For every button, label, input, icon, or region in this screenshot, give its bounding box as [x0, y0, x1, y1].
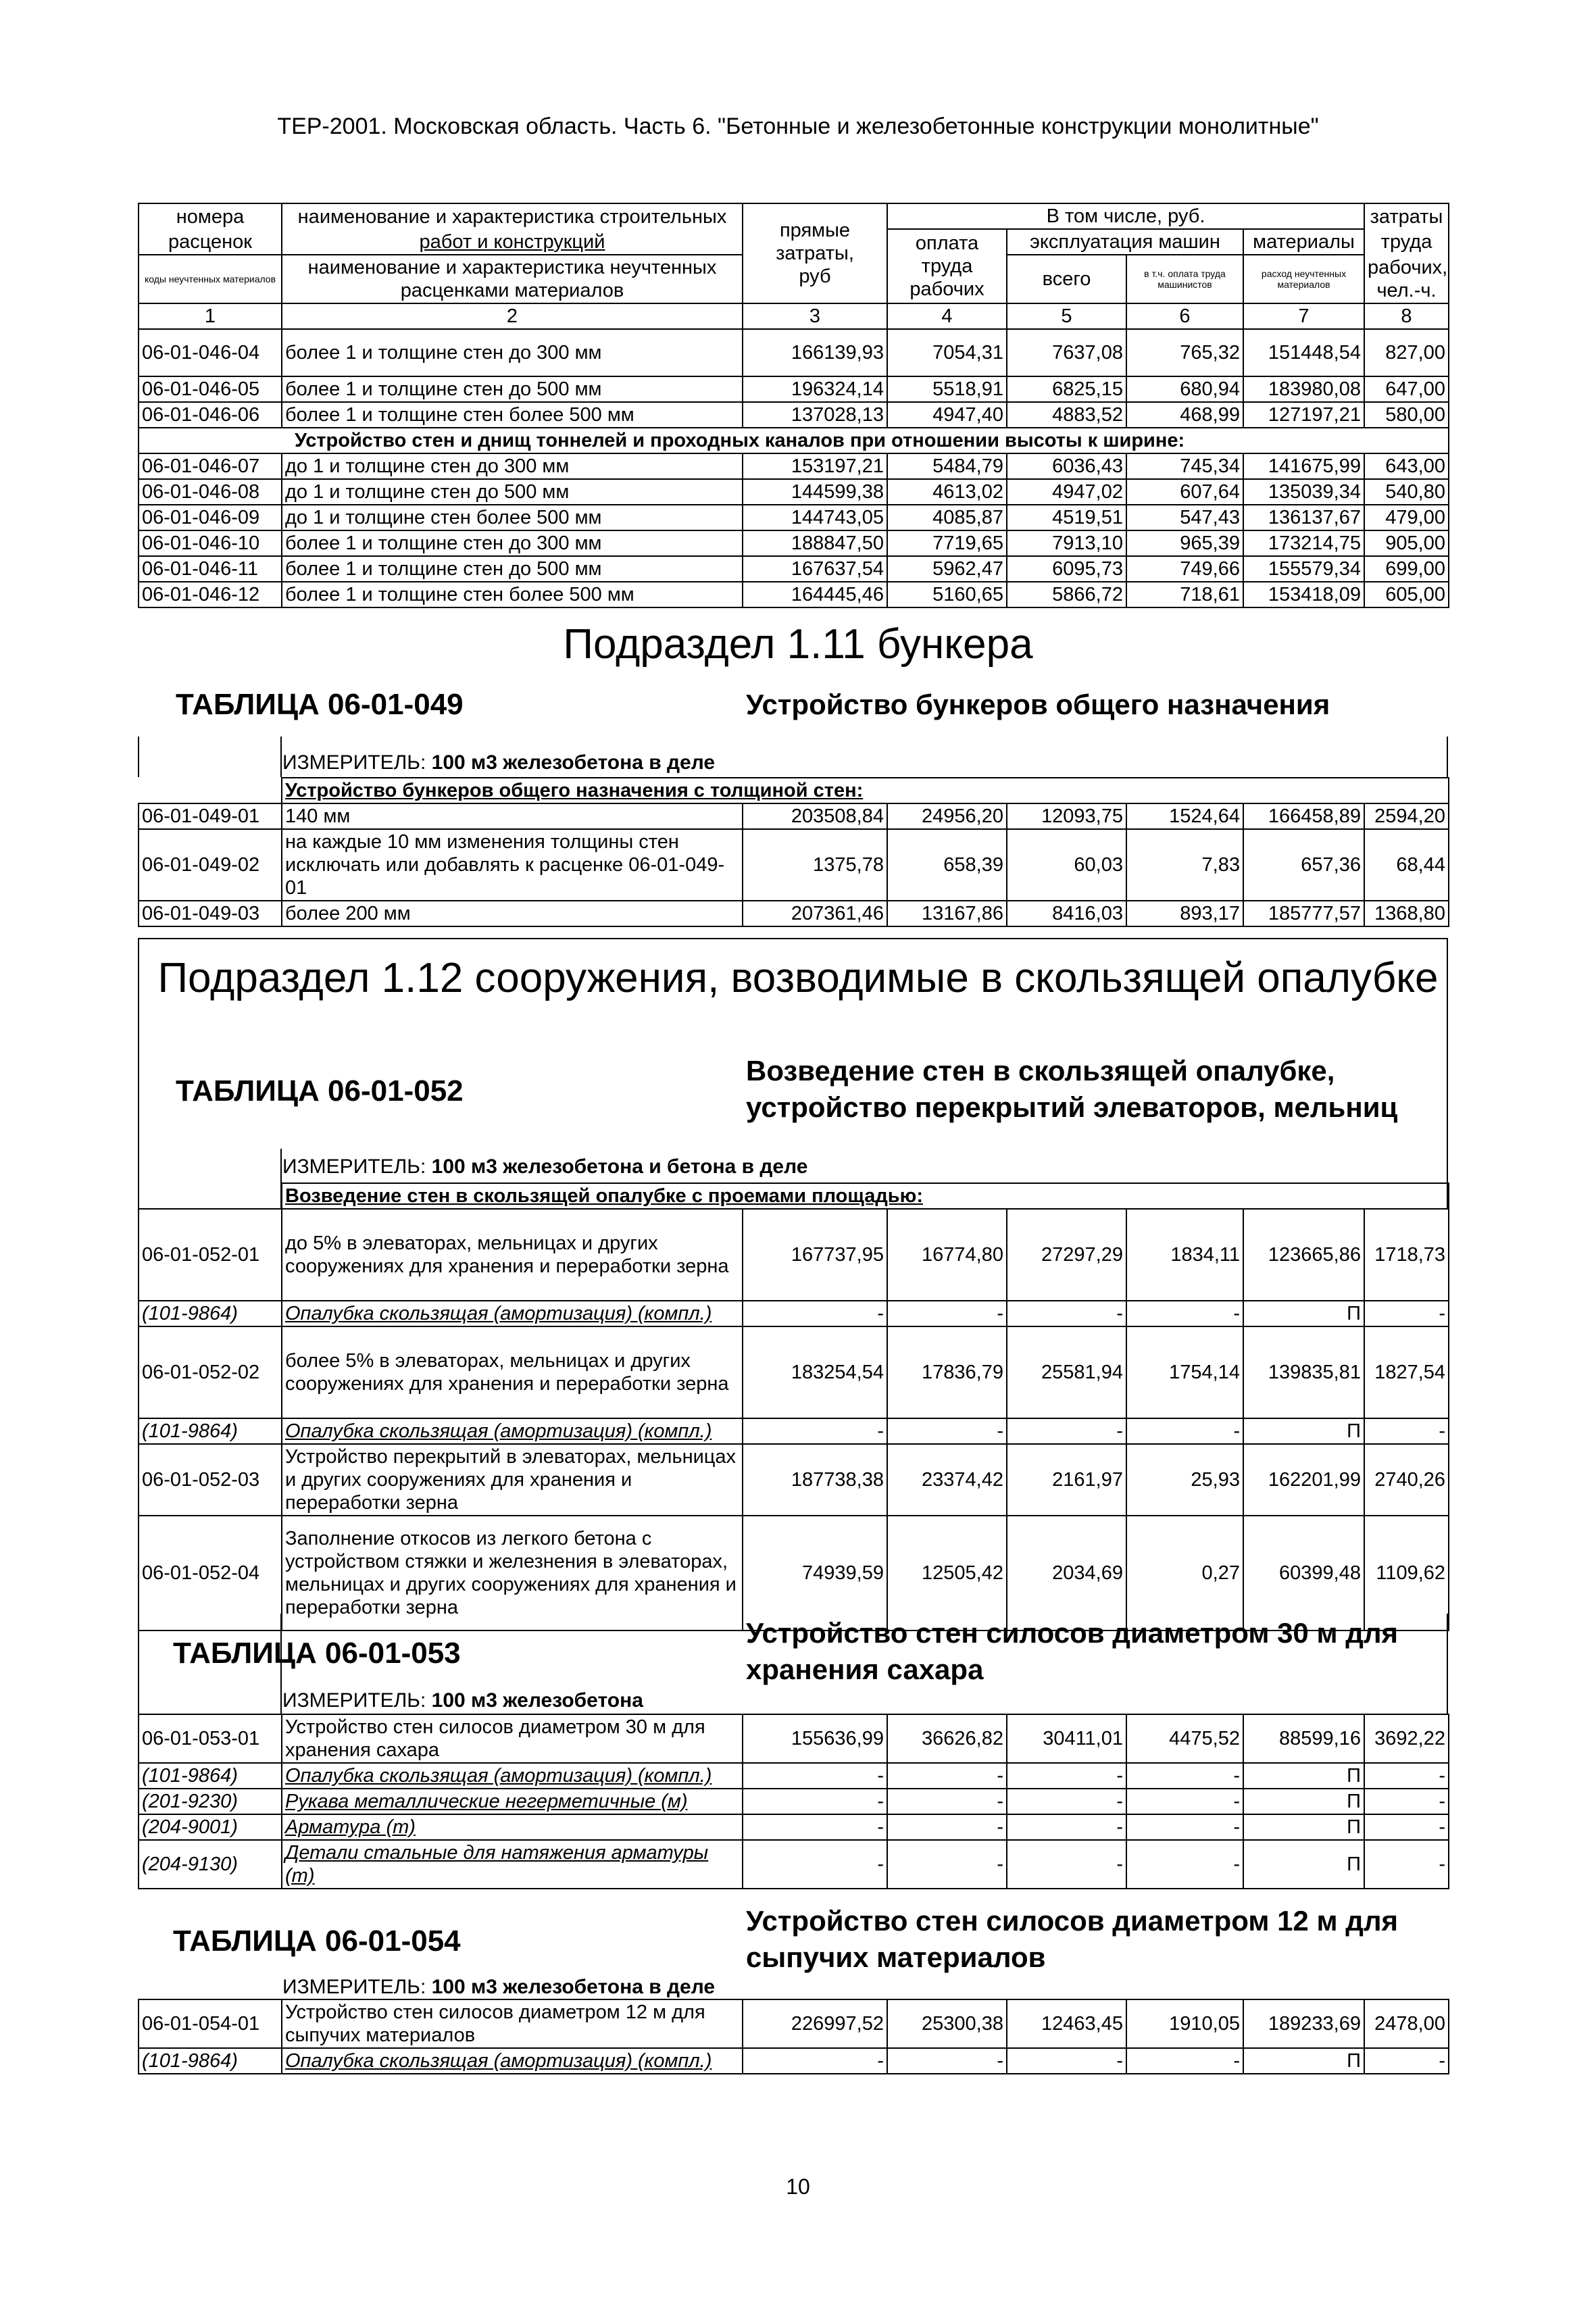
direct-cost: - [743, 1763, 887, 1789]
table-row [139, 1999, 1449, 2048]
labor-pay: 24956,20 [887, 803, 1007, 829]
rate-code: 06-01-049-01 [139, 803, 282, 829]
labor-pay: 16774,80 [887, 1209, 1007, 1301]
materials-cost: П [1243, 2048, 1364, 2074]
labor-hours: 1718,73 [1364, 1209, 1449, 1301]
machinist-pay: - [1126, 1789, 1243, 1814]
machinist-pay: 893,17 [1126, 901, 1243, 926]
work-name: Заполнение откосов из легкого бетона с устройством стяжки и железнения в элеваторах, мельницах и других сооружениях для хранения и переработки зерна [282, 1516, 743, 1631]
labor-hours: 2740,26 [1364, 1444, 1449, 1516]
t053-desc: Устройство стен силосов диаметром 30 м для хранения сахара [746, 1617, 1399, 1685]
labor-pay: - [887, 1789, 1007, 1814]
materials-cost: П [1243, 1814, 1364, 1840]
materials-cost: 183980,08 [1243, 376, 1364, 402]
rate-code: 06-01-046-06 [139, 402, 282, 428]
machine-total: - [1007, 1301, 1126, 1326]
work-name: более 1 и толщине стен до 300 мм [282, 530, 743, 556]
labor-hours: 1827,54 [1364, 1326, 1449, 1418]
direct-cost: 1375,78 [743, 829, 887, 901]
materials-cost: П [1243, 1840, 1364, 1889]
col-vtom: В том числе, руб. [887, 203, 1364, 229]
direct-cost: 196324,14 [743, 376, 887, 402]
materials-cost: 60399,48 [1243, 1516, 1364, 1631]
t054-table [138, 1999, 1449, 2074]
labor-hours: 699,00 [1364, 556, 1449, 582]
machine-total: - [1007, 1840, 1126, 1889]
labor-hours: 1109,62 [1364, 1516, 1449, 1631]
col-naim2: работ и конструкций [282, 229, 743, 255]
machinist-pay: 745,34 [1126, 453, 1243, 479]
machinist-pay: 1834,11 [1126, 1209, 1243, 1301]
labor-hours: - [1364, 1418, 1449, 1444]
machinist-pay: 718,61 [1126, 582, 1243, 607]
labor-pay: - [887, 2048, 1007, 2074]
material-name: Опалубка скользящая (амортизация) (компл.) [282, 2048, 743, 2074]
rate-code: (101-9864) [139, 1418, 282, 1444]
material-name: Опалубка скользящая (амортизация) (компл.) [282, 1418, 743, 1444]
t054-desc: Устройство стен силосов диаметром 12 м для сыпучих материалов [746, 1905, 1399, 1973]
materials-cost: П [1243, 1418, 1364, 1444]
col-num-2: 2 [282, 303, 743, 329]
labor-pay: 36626,82 [887, 1714, 1007, 1763]
direct-cost: - [743, 2048, 887, 2074]
t053-table [138, 1714, 1449, 1889]
rate-code: (204-9001) [139, 1814, 282, 1840]
direct-cost: 226997,52 [743, 1999, 887, 2048]
rate-code: 06-01-052-02 [139, 1326, 282, 1418]
t054-measure: ИЗМЕРИТЕЛЬ: 100 м3 железобетона в деле [282, 1976, 716, 1998]
rate-code: 06-01-046-12 [139, 582, 282, 607]
machine-total: 7913,10 [1007, 530, 1126, 556]
work-name: до 5% в элеваторах, мельницах и других сооружениях для хранения и переработки зерна [282, 1209, 743, 1301]
machine-total: 27297,29 [1007, 1209, 1126, 1301]
rate-code: 06-01-046-05 [139, 376, 282, 402]
labor-pay: - [887, 1418, 1007, 1444]
work-name: до 1 и толщине стен до 300 мм [282, 453, 743, 479]
materials-cost: 173214,75 [1243, 530, 1364, 556]
work-name: до 1 и толщине стен более 500 мм [282, 505, 743, 530]
material-row [139, 1840, 1449, 1889]
col-naim34: наименование и характеристика неучтенных расценками материалов [282, 255, 743, 303]
machine-total: 8416,03 [1007, 901, 1126, 926]
work-name: более 1 и толщине стен более 500 мм [282, 402, 743, 428]
machinist-pay: - [1126, 1840, 1243, 1889]
machine-total: - [1007, 1418, 1126, 1444]
materials-cost: П [1243, 1789, 1364, 1814]
work-name: Устройство перекрытий в элеваторах, мельницах и других сооружениях для хранения и переработки зерна [282, 1444, 743, 1516]
labor-hours: 643,00 [1364, 453, 1449, 479]
col-num-8: 8 [1364, 303, 1449, 329]
t049-right-rule [1447, 737, 1448, 777]
col-rashod: расход неучтенных материалов [1243, 255, 1364, 303]
machinist-pay: 25,93 [1126, 1444, 1243, 1516]
rate-code: (204-9130) [139, 1840, 282, 1889]
section-1-12-top-rule [138, 938, 1448, 939]
rate-code: (101-9864) [139, 1763, 282, 1789]
materials-cost: 139835,81 [1243, 1326, 1364, 1418]
materials-cost: 141675,99 [1243, 453, 1364, 479]
rate-code: (101-9864) [139, 2048, 282, 2074]
t052-title: ТАБЛИЦА 06-01-052 [176, 1074, 464, 1107]
rate-code: 06-01-053-01 [139, 1714, 282, 1763]
t052-measure: ИЗМЕРИТЕЛЬ: 100 м3 железобетона и бетона в деле [282, 1155, 808, 1178]
direct-cost: 166139,93 [743, 329, 887, 376]
machinist-pay: - [1126, 1301, 1243, 1326]
page-header: ТЕР-2001. Московская область. Часть 6. "Бетонные и железобетонные конструкции монолитные" [277, 114, 1319, 139]
materials-cost: 127197,21 [1243, 402, 1364, 428]
material-name: Опалубка скользящая (амортизация) (компл.) [282, 1763, 743, 1789]
section-1-12-title: Подраздел 1.12 сооружения, возводимые в скользящей опалубке [157, 955, 1439, 1001]
table-row [139, 829, 1449, 901]
machine-total: 60,03 [1007, 829, 1126, 901]
col-kody: коды неучтенных материалов [139, 255, 282, 303]
t049-title: ТАБЛИЦА 06-01-049 [176, 688, 464, 721]
col-num-1: 1 [139, 303, 282, 329]
rate-code: 06-01-049-02 [139, 829, 282, 901]
materials-cost: 189233,69 [1243, 1999, 1364, 2048]
machinist-pay: 1524,64 [1126, 803, 1243, 829]
material-row [139, 1763, 1449, 1789]
material-name: Детали стальные для натяжения арматуры (т) [282, 1840, 743, 1889]
machine-total: - [1007, 1763, 1126, 1789]
rate-code: 06-01-046-11 [139, 556, 282, 582]
labor-hours: - [1364, 1840, 1449, 1889]
machine-total: 7637,08 [1007, 329, 1126, 376]
labor-pay: 4085,87 [887, 505, 1007, 530]
labor-pay: 658,39 [887, 829, 1007, 901]
labor-pay: 23374,42 [887, 1444, 1007, 1516]
work-name: более 5% в элеваторах, мельницах и других сооружениях для хранения и переработки зерна [282, 1326, 743, 1418]
labor-hours: 2594,20 [1364, 803, 1449, 829]
labor-pay: 4613,02 [887, 479, 1007, 505]
materials-cost: П [1243, 1301, 1364, 1326]
materials-cost: 185777,57 [1243, 901, 1364, 926]
labor-pay: 4947,40 [887, 402, 1007, 428]
materials-cost: 166458,89 [1243, 803, 1364, 829]
table-row [139, 453, 1449, 479]
direct-cost: - [743, 1301, 887, 1326]
direct-cost: 137028,13 [743, 402, 887, 428]
section-1-11-title: Подраздел 1.11 бункера [563, 621, 1033, 668]
header-table [138, 203, 1449, 608]
table-row [139, 901, 1449, 926]
labor-hours: 68,44 [1364, 829, 1449, 901]
labor-hours: 905,00 [1364, 530, 1449, 556]
col-oplata: оплата труда рабочих [887, 229, 1007, 303]
material-row [139, 1814, 1449, 1840]
machinist-pay: 468,99 [1126, 402, 1243, 428]
machinist-pay: 1910,05 [1126, 1999, 1243, 2048]
machinist-pay: 4475,52 [1126, 1714, 1243, 1763]
labor-hours: - [1364, 1814, 1449, 1840]
col-vtch: в т.ч. оплата труда машинистов [1126, 255, 1243, 303]
work-name: более 1 и толщине стен до 500 мм [282, 376, 743, 402]
machine-total: 4519,51 [1007, 505, 1126, 530]
t049-desc: Устройство бункеров общего назначения [746, 689, 1330, 720]
rate-code: (201-9230) [139, 1789, 282, 1814]
labor-pay: 12505,42 [887, 1516, 1007, 1631]
work-name: Устройство стен силосов диаметром 30 м для хранения сахара [282, 1714, 743, 1763]
machinist-pay: - [1126, 1763, 1243, 1789]
labor-hours: 827,00 [1364, 329, 1449, 376]
materials-cost: 136137,67 [1243, 505, 1364, 530]
rate-code: (101-9864) [139, 1301, 282, 1326]
machine-total: - [1007, 1814, 1126, 1840]
machine-total: 2034,69 [1007, 1516, 1126, 1631]
rate-code: 06-01-046-04 [139, 329, 282, 376]
material-name: Рукава металлические негерметичные (м) [282, 1789, 743, 1814]
labor-pay: 13167,86 [887, 901, 1007, 926]
materials-cost: 135039,34 [1243, 479, 1364, 505]
table-row [139, 505, 1449, 530]
t049-subheader: Устройство бункеров общего назначения с толщиной стен: [282, 778, 1449, 803]
labor-pay: 5160,65 [887, 582, 1007, 607]
machine-total: 2161,97 [1007, 1444, 1126, 1516]
labor-pay: 7054,31 [887, 329, 1007, 376]
machine-total: - [1007, 1789, 1126, 1814]
labor-pay: - [887, 1763, 1007, 1789]
table-row [139, 402, 1449, 428]
table-row [139, 530, 1449, 556]
labor-hours: 2478,00 [1364, 1999, 1449, 2048]
materials-cost: 155579,34 [1243, 556, 1364, 582]
direct-cost: 144743,05 [743, 505, 887, 530]
work-name: более 1 и толщине стен до 500 мм [282, 556, 743, 582]
col-vsego: всего [1007, 255, 1126, 303]
labor-pay: - [887, 1840, 1007, 1889]
machine-total: 4883,52 [1007, 402, 1126, 428]
t052-table [138, 1183, 1449, 1631]
t053-title: ТАБЛИЦА 06-01-053 [173, 1637, 461, 1670]
work-name: более 1 и толщине стен более 500 мм [282, 582, 743, 607]
labor-pay: 17836,79 [887, 1326, 1007, 1418]
labor-hours: 647,00 [1364, 376, 1449, 402]
direct-cost: 187738,38 [743, 1444, 887, 1516]
materials-cost: 151448,54 [1243, 329, 1364, 376]
col-zatraty2: труда [1364, 229, 1449, 255]
material-row [139, 1301, 1449, 1326]
rate-code: 06-01-054-01 [139, 1999, 282, 2048]
col-materialy: материалы [1243, 229, 1364, 255]
machinist-pay: - [1126, 2048, 1243, 2074]
rate-code: 06-01-046-09 [139, 505, 282, 530]
labor-hours: - [1364, 1763, 1449, 1789]
labor-hours: 580,00 [1364, 402, 1449, 428]
col-num-3: 3 [743, 303, 887, 329]
labor-pay: 7719,65 [887, 530, 1007, 556]
col-num-5: 5 [1007, 303, 1126, 329]
labor-pay: 5962,47 [887, 556, 1007, 582]
t053-left-rule [138, 1614, 139, 1715]
col-zatraty34: рабочих, чел.-ч. [1364, 255, 1449, 303]
direct-cost: 167637,54 [743, 556, 887, 582]
work-name: на каждые 10 мм изменения толщины стен исключать или добавлять к расценке 06-01-049-01 [282, 829, 743, 901]
material-row [139, 1789, 1449, 1814]
machine-total: 6825,15 [1007, 376, 1126, 402]
machine-total: 6036,43 [1007, 453, 1126, 479]
labor-hours: - [1364, 2048, 1449, 2074]
machine-total: 4947,02 [1007, 479, 1126, 505]
work-name: до 1 и толщине стен до 500 мм [282, 479, 743, 505]
col-ekspl: эксплуатация машин [1007, 229, 1243, 255]
machine-total: 25581,94 [1007, 1326, 1126, 1418]
col-nomera: номера [139, 203, 282, 229]
t049-table [138, 777, 1449, 927]
table-row [139, 803, 1449, 829]
col-num-6: 6 [1126, 303, 1243, 329]
work-name: 140 мм [282, 803, 743, 829]
table-row [139, 1209, 1449, 1301]
rate-code: 06-01-052-01 [139, 1209, 282, 1301]
work-name: более 1 и толщине стен до 300 мм [282, 329, 743, 376]
direct-cost: 155636,99 [743, 1714, 887, 1763]
table-row [139, 1714, 1449, 1763]
materials-cost: 162201,99 [1243, 1444, 1364, 1516]
machinist-pay: 607,64 [1126, 479, 1243, 505]
machinist-pay: 765,32 [1126, 329, 1243, 376]
direct-cost: - [743, 1814, 887, 1840]
direct-cost: 183254,54 [743, 1326, 887, 1418]
machinist-pay: - [1126, 1814, 1243, 1840]
machinist-pay: - [1126, 1418, 1243, 1444]
rate-code: 06-01-046-10 [139, 530, 282, 556]
machinist-pay: 0,27 [1126, 1516, 1243, 1631]
table-row [139, 1444, 1449, 1516]
labor-hours: 540,80 [1364, 479, 1449, 505]
material-name: Опалубка скользящая (амортизация) (компл.) [282, 1301, 743, 1326]
rate-code: 06-01-052-03 [139, 1444, 282, 1516]
direct-cost: 74939,59 [743, 1516, 887, 1631]
machine-total: 5866,72 [1007, 582, 1126, 607]
labor-hours: 3692,22 [1364, 1714, 1449, 1763]
t054-title: ТАБЛИЦА 06-01-054 [173, 1924, 461, 1958]
t053-measure: ИЗМЕРИТЕЛЬ: 100 м3 железобетона [282, 1689, 643, 1712]
material-name: Арматура (т) [282, 1814, 743, 1840]
machinist-pay: 965,39 [1126, 530, 1243, 556]
labor-pay: - [887, 1814, 1007, 1840]
machine-total: 12463,45 [1007, 1999, 1126, 2048]
labor-pay: - [887, 1301, 1007, 1326]
direct-cost: 203508,84 [743, 803, 887, 829]
direct-cost: 167737,95 [743, 1209, 887, 1301]
rate-code: 06-01-052-04 [139, 1516, 282, 1631]
materials-cost: П [1243, 1763, 1364, 1789]
rate-code: 06-01-046-08 [139, 479, 282, 505]
table-row [139, 582, 1449, 607]
direct-cost: 207361,46 [743, 901, 887, 926]
direct-cost: 164445,46 [743, 582, 887, 607]
labor-hours: 479,00 [1364, 505, 1449, 530]
direct-cost: 188847,50 [743, 530, 887, 556]
machinist-pay: 680,94 [1126, 376, 1243, 402]
labor-pay: 5484,79 [887, 453, 1007, 479]
work-name: более 200 мм [282, 901, 743, 926]
labor-hours: 1368,80 [1364, 901, 1449, 926]
machinist-pay: 547,43 [1126, 505, 1243, 530]
machinist-pay: 749,66 [1126, 556, 1243, 582]
rate-code: 06-01-046-07 [139, 453, 282, 479]
t052-desc: Возведение стен в скользящей опалубке, устройство перекрытий элеваторов, мельниц [746, 1055, 1398, 1123]
work-name: Устройство стен силосов диаметром 12 м для сыпучих материалов [282, 1999, 743, 2048]
col-pryamye: прямые затраты, руб [743, 203, 887, 303]
material-row [139, 2048, 1449, 2074]
page-number: 10 [786, 2174, 810, 2199]
rate-code: 06-01-049-03 [139, 901, 282, 926]
table-row [139, 1326, 1449, 1418]
materials-cost: 88599,16 [1243, 1714, 1364, 1763]
col-zatraty1: затраты [1364, 203, 1449, 229]
machine-total: 12093,75 [1007, 803, 1126, 829]
direct-cost: - [743, 1418, 887, 1444]
machinist-pay: 7,83 [1126, 829, 1243, 901]
t049-code-rule [280, 737, 282, 777]
t046-subheader: Устройство стен и днищ тоннелей и проходных каналов при отношении высоты к ширине: [139, 428, 1449, 453]
labor-pay: 25300,38 [887, 1999, 1007, 2048]
material-row [139, 1418, 1449, 1444]
t053-right-rule [1447, 1614, 1448, 1715]
col-num-4: 4 [887, 303, 1007, 329]
col-naim1: наименование и характеристика строительных [282, 203, 743, 229]
labor-hours: - [1364, 1301, 1449, 1326]
materials-cost: 123665,86 [1243, 1209, 1364, 1301]
direct-cost: 153197,21 [743, 453, 887, 479]
table-row [139, 376, 1449, 402]
col-num-7: 7 [1243, 303, 1364, 329]
direct-cost: 144599,38 [743, 479, 887, 505]
labor-hours: 605,00 [1364, 582, 1449, 607]
machine-total: 6095,73 [1007, 556, 1126, 582]
materials-cost: 153418,09 [1243, 582, 1364, 607]
machinist-pay: 1754,14 [1126, 1326, 1243, 1418]
machine-total: - [1007, 2048, 1126, 2074]
t049-measure: ИЗМЕРИТЕЛЬ: 100 м3 железобетона в деле [282, 751, 716, 774]
table-row [139, 329, 1449, 376]
labor-pay: 5518,91 [887, 376, 1007, 402]
direct-cost: - [743, 1840, 887, 1889]
table-row [139, 1516, 1449, 1631]
col-rascenok: расценок [139, 229, 282, 255]
table-row [139, 479, 1449, 505]
t052-subheader: Возведение стен в скользящей опалубке с проемами площадью: [282, 1183, 1449, 1209]
table-row [139, 556, 1449, 582]
materials-cost: 657,36 [1243, 829, 1364, 901]
direct-cost: - [743, 1789, 887, 1814]
labor-hours: - [1364, 1789, 1449, 1814]
machine-total: 30411,01 [1007, 1714, 1126, 1763]
t049-left-rule [138, 737, 139, 777]
